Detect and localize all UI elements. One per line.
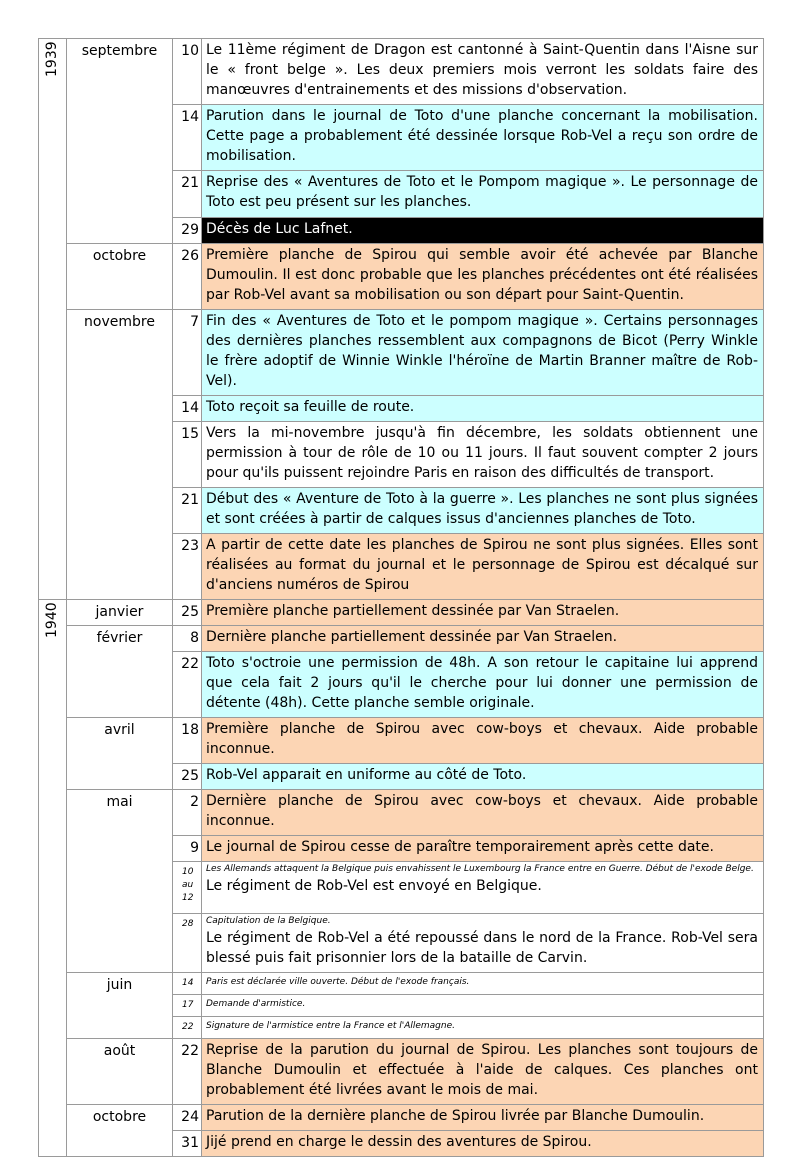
event-text: Paris est déclarée ville ouverte. Début de l'exode français. <box>202 973 764 995</box>
day-start: 10 <box>182 867 194 877</box>
day-cell: 25 <box>173 600 202 626</box>
day-cell: 22 <box>173 1017 202 1039</box>
day-cell: 8 <box>173 626 202 652</box>
timeline-table <box>38 38 764 1157</box>
year-label: 1940 <box>44 602 60 638</box>
table-row <box>39 973 764 995</box>
month-cell: mai <box>67 790 173 973</box>
event-note: Les Allemands attaquent la Belgique puis envahissent le Luxembourg la France entre en Guerre. Début de l'exode Belge. <box>206 864 754 874</box>
year-cell-1939 <box>39 39 67 600</box>
event-text: Demande d'armistice. <box>202 995 764 1017</box>
year-label: 1939 <box>44 41 60 77</box>
event-text: Rob-Vel apparait en uniforme au côté de Toto. <box>202 764 764 790</box>
event-text: Le régiment de Rob-Vel a été repoussé dans le nord de la France. Rob-Vel sera blessé puis fait prisonnier lors de la bataille de Carvin. <box>206 930 758 966</box>
event-text: Première planche partiellement dessinée par Van Straelen. <box>202 600 764 626</box>
month-cell: août <box>67 1039 173 1105</box>
day-cell: 2 <box>173 790 202 836</box>
event-text: Le régiment de Rob-Vel est envoyé en Belgique. <box>206 878 542 894</box>
day-range-word: au <box>182 880 194 890</box>
day-cell: 17 <box>173 995 202 1017</box>
day-cell: 31 <box>173 1131 202 1157</box>
event-text: Vers la mi-novembre jusqu'à fin décembre, les soldats obtiennent une permission à tour de rôle de 10 ou 11 jours. Il faut souvent compter 2 jours pour qu'ils puissent rejoindre Paris en raison des difficultés de transport. <box>202 422 764 488</box>
event-text: Fin des « Aventures de Toto et le pompom magique ». Certains personnages des dernières planches ressemblent aux compagnons de Bicot (Perry Winkle le frère adoptif de Winnie Winkle l'héroïne de Martin Branner maître de Rob-Vel). <box>202 310 764 396</box>
event-text: Toto s'octroie une permission de 48h. A son retour le capitaine lui apprend que cela fait 2 jours qu'il le cherche pour lui donner une permission de détente (48h). Cette planche semble originale. <box>202 652 764 718</box>
month-cell: septembre <box>67 39 173 244</box>
event-text: Début des « Aventure de Toto à la guerre ». Les planches ne sont plus signées et sont créées à partir de calques issus d'anciennes planches de Toto. <box>202 488 764 534</box>
event-text: Première planche de Spirou qui semble avoir été achevée par Blanche Dumoulin. Il est donc probable que les planches précédentes ont été réalisées par Rob-Vel avant sa mobilisation ou son départ pour Saint-Quentin. <box>202 244 764 310</box>
table-row <box>39 244 764 310</box>
event-text: Toto reçoit sa feuille de route. <box>202 396 764 422</box>
event-text: Jijé prend en charge le dessin des aventures de Spirou. <box>202 1131 764 1157</box>
month-cell: avril <box>67 718 173 790</box>
event-note: Capitulation de la Belgique. <box>206 916 331 926</box>
month-cell: octobre <box>67 244 173 310</box>
day-end: 12 <box>182 893 194 903</box>
table-row <box>39 310 764 396</box>
day-cell <box>173 862 202 914</box>
event-text: Première planche de Spirou avec cow-boys et chevaux. Aide probable inconnue. <box>202 718 764 764</box>
day-cell: 28 <box>173 914 202 973</box>
day-cell: 18 <box>173 718 202 764</box>
day-cell: 14 <box>173 105 202 171</box>
day-cell: 14 <box>173 396 202 422</box>
event-text: Parution de la dernière planche de Spirou livrée par Blanche Dumoulin. <box>202 1105 764 1131</box>
event-text: Parution dans le journal de Toto d'une planche concernant la mobilisation. Cette page a probablement été dessinée lorsque Rob-Vel a reçu son ordre de mobilisation. <box>202 105 764 171</box>
day-cell: 22 <box>173 1039 202 1105</box>
table-row <box>39 39 764 105</box>
month-cell: novembre <box>67 310 173 600</box>
event-text: Le journal de Spirou cesse de paraître temporairement après cette date. <box>202 836 764 862</box>
day-cell: 25 <box>173 764 202 790</box>
event-text: Reprise de la parution du journal de Spirou. Les planches sont toujours de Blanche Dumoulin et effectuée à l'aide de calques. Ces planches ont probablement été livrées avant le mois de mai. <box>202 1039 764 1105</box>
event-text: Dernière planche partiellement dessinée par Van Straelen. <box>202 626 764 652</box>
month-cell: janvier <box>67 600 173 626</box>
table-row <box>39 718 764 764</box>
event-cell <box>202 862 764 914</box>
event-cell <box>202 914 764 973</box>
event-text: Signature de l'armistice entre la France et l'Allemagne. <box>202 1017 764 1039</box>
table-row <box>39 1105 764 1131</box>
day-cell: 10 <box>173 39 202 105</box>
day-cell: 15 <box>173 422 202 488</box>
month-cell: février <box>67 626 173 718</box>
month-cell: octobre <box>67 1105 173 1157</box>
day-cell: 26 <box>173 244 202 310</box>
day-cell: 23 <box>173 534 202 600</box>
day-cell: 21 <box>173 488 202 534</box>
table-row <box>39 790 764 836</box>
event-text: Le 11ème régiment de Dragon est cantonné à Saint-Quentin dans l'Aisne sur le « front belge ». Les deux premiers mois verront les soldats faire des manœuvres d'entrainements et des missions d'observation. <box>202 39 764 105</box>
day-cell: 24 <box>173 1105 202 1131</box>
event-text: A partir de cette date les planches de Spirou ne sont plus signées. Elles sont réalisées au format du journal et le personnage de Spirou est décalqué sur d'anciens numéros de Spirou <box>202 534 764 600</box>
table-row <box>39 1039 764 1105</box>
table-row <box>39 626 764 652</box>
event-text: Dernière planche de Spirou avec cow-boys et chevaux. Aide probable inconnue. <box>202 790 764 836</box>
event-text: Reprise des « Aventures de Toto et le Pompom magique ». Le personnage de Toto est peu présent sur les planches. <box>202 171 764 218</box>
day-cell: 21 <box>173 171 202 218</box>
day-cell: 7 <box>173 310 202 396</box>
day-cell: 22 <box>173 652 202 718</box>
day-cell: 14 <box>173 973 202 995</box>
event-text: Décès de Luc Lafnet. <box>202 218 764 244</box>
month-cell: juin <box>67 973 173 1039</box>
day-cell: 9 <box>173 836 202 862</box>
year-cell-1940 <box>39 600 67 1157</box>
day-cell: 29 <box>173 218 202 244</box>
table-row <box>39 600 764 626</box>
